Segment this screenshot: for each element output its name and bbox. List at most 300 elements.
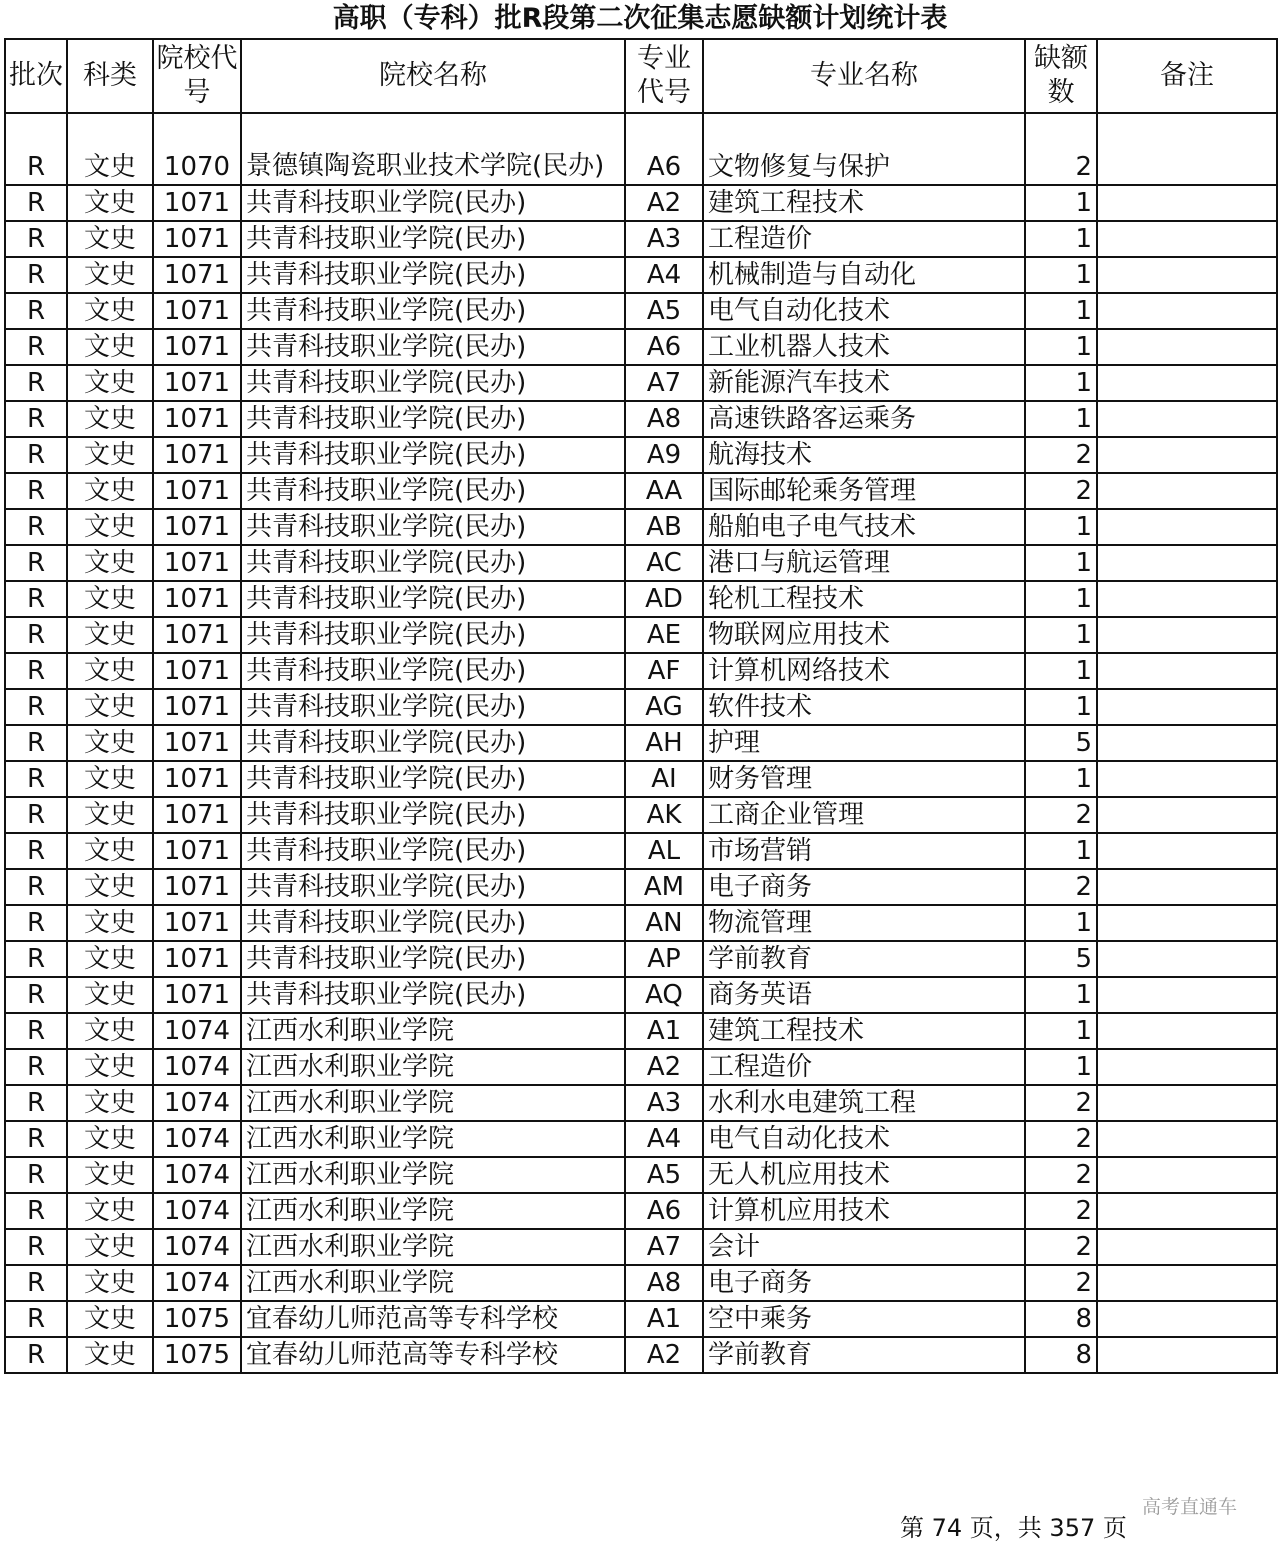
cell-major-code: A1 (625, 1013, 703, 1049)
cell-batch: R (5, 401, 67, 437)
cell-major-name: 文物修复与保护 (703, 113, 1025, 185)
table-row (5, 221, 1277, 257)
cell-category: 文史 (67, 1229, 153, 1265)
cell-batch: R (5, 113, 67, 185)
cell-major-code: AK (625, 797, 703, 833)
cell-batch: R (5, 329, 67, 365)
cell-vacancies: 5 (1025, 725, 1097, 761)
cell-school-code: 1071 (153, 329, 241, 365)
cell-school-code: 1071 (153, 185, 241, 221)
cell-school-name: 江西水利职业学院 (241, 1193, 625, 1229)
header-school-name: 院校名称 (241, 39, 625, 113)
cell-school-code: 1071 (153, 365, 241, 401)
cell-vacancies: 1 (1025, 617, 1097, 653)
cell-school-code: 1071 (153, 833, 241, 869)
cell-batch: R (5, 1193, 67, 1229)
cell-school-code: 1071 (153, 221, 241, 257)
cell-vacancies: 1 (1025, 581, 1097, 617)
table-header-row (5, 39, 1277, 113)
cell-school-code: 1071 (153, 257, 241, 293)
cell-major-name: 船舶电子电气技术 (703, 509, 1025, 545)
cell-category: 文史 (67, 401, 153, 437)
cell-major-name: 轮机工程技术 (703, 581, 1025, 617)
cell-school-name: 共青科技职业学院(民办) (241, 653, 625, 689)
cell-batch: R (5, 581, 67, 617)
cell-remarks (1097, 113, 1277, 185)
cell-batch: R (5, 257, 67, 293)
cell-major-code: A3 (625, 221, 703, 257)
cell-school-code: 1074 (153, 1049, 241, 1085)
cell-batch: R (5, 1013, 67, 1049)
table-row (5, 1337, 1277, 1373)
cell-batch: R (5, 761, 67, 797)
cell-school-name: 共青科技职业学院(民办) (241, 473, 625, 509)
cell-vacancies: 2 (1025, 1265, 1097, 1301)
cell-remarks (1097, 581, 1277, 617)
cell-major-name: 计算机应用技术 (703, 1193, 1025, 1229)
cell-category: 文史 (67, 509, 153, 545)
cell-school-code: 1071 (153, 761, 241, 797)
cell-major-code: A6 (625, 113, 703, 185)
cell-major-code: A7 (625, 1229, 703, 1265)
cell-major-code: A8 (625, 401, 703, 437)
table-row (5, 689, 1277, 725)
cell-category: 文史 (67, 1013, 153, 1049)
cell-category: 文史 (67, 1265, 153, 1301)
cell-remarks (1097, 1049, 1277, 1085)
cell-school-code: 1074 (153, 1193, 241, 1229)
cell-school-name: 共青科技职业学院(民办) (241, 365, 625, 401)
cell-school-name: 江西水利职业学院 (241, 1229, 625, 1265)
table-row (5, 905, 1277, 941)
table-row (5, 185, 1277, 221)
cell-school-name: 共青科技职业学院(民办) (241, 221, 625, 257)
header-major-name: 专业名称 (703, 39, 1025, 113)
cell-remarks (1097, 545, 1277, 581)
cell-major-name: 软件技术 (703, 689, 1025, 725)
cell-school-code: 1074 (153, 1265, 241, 1301)
cell-school-name: 共青科技职业学院(民办) (241, 905, 625, 941)
cell-batch: R (5, 941, 67, 977)
cell-major-code: AQ (625, 977, 703, 1013)
cell-remarks (1097, 869, 1277, 905)
table-row (5, 113, 1277, 185)
cell-major-name: 建筑工程技术 (703, 185, 1025, 221)
cell-batch: R (5, 869, 67, 905)
cell-major-code: A6 (625, 329, 703, 365)
table-row (5, 1157, 1277, 1193)
cell-major-code: A1 (625, 1301, 703, 1337)
cell-school-code: 1075 (153, 1301, 241, 1337)
cell-major-code: A6 (625, 1193, 703, 1229)
cell-major-name: 水利水电建筑工程 (703, 1085, 1025, 1121)
table-row (5, 761, 1277, 797)
header-remarks: 备注 (1097, 39, 1277, 113)
cell-batch: R (5, 1121, 67, 1157)
cell-major-name: 财务管理 (703, 761, 1025, 797)
page-title: 高职（专科）批R段第二次征集志愿缺额计划统计表 (332, 3, 948, 34)
cell-batch: R (5, 689, 67, 725)
cell-major-name: 无人机应用技术 (703, 1157, 1025, 1193)
cell-category: 文史 (67, 905, 153, 941)
cell-school-code: 1071 (153, 653, 241, 689)
cell-school-code: 1071 (153, 941, 241, 977)
cell-major-name: 港口与航运管理 (703, 545, 1025, 581)
cell-category: 文史 (67, 1085, 153, 1121)
cell-vacancies: 1 (1025, 221, 1097, 257)
cell-major-code: AF (625, 653, 703, 689)
cell-vacancies: 2 (1025, 1085, 1097, 1121)
table-row (5, 1229, 1277, 1265)
table-row (5, 401, 1277, 437)
cell-batch: R (5, 653, 67, 689)
cell-school-name: 共青科技职业学院(民办) (241, 293, 625, 329)
table-row (5, 257, 1277, 293)
cell-category: 文史 (67, 293, 153, 329)
cell-school-name: 江西水利职业学院 (241, 1013, 625, 1049)
cell-vacancies: 1 (1025, 977, 1097, 1013)
cell-remarks (1097, 941, 1277, 977)
cell-school-name: 江西水利职业学院 (241, 1121, 625, 1157)
cell-vacancies: 1 (1025, 257, 1097, 293)
cell-category: 文史 (67, 869, 153, 905)
cell-school-name: 江西水利职业学院 (241, 1049, 625, 1085)
cell-category: 文史 (67, 689, 153, 725)
cell-category: 文史 (67, 1193, 153, 1229)
cell-batch: R (5, 977, 67, 1013)
cell-remarks (1097, 1193, 1277, 1229)
cell-batch: R (5, 1337, 67, 1373)
cell-category: 文史 (67, 1157, 153, 1193)
table-row (5, 1085, 1277, 1121)
cell-major-code: AB (625, 509, 703, 545)
table-row (5, 1013, 1277, 1049)
cell-major-name: 护理 (703, 725, 1025, 761)
table-row (5, 293, 1277, 329)
cell-remarks (1097, 1265, 1277, 1301)
cell-major-name: 商务英语 (703, 977, 1025, 1013)
cell-category: 文史 (67, 221, 153, 257)
cell-vacancies: 2 (1025, 797, 1097, 833)
cell-school-code: 1071 (153, 617, 241, 653)
cell-vacancies: 1 (1025, 545, 1097, 581)
cell-school-name: 共青科技职业学院(民办) (241, 257, 625, 293)
cell-vacancies: 8 (1025, 1337, 1097, 1373)
cell-vacancies: 8 (1025, 1301, 1097, 1337)
cell-school-name: 江西水利职业学院 (241, 1265, 625, 1301)
cell-category: 文史 (67, 185, 153, 221)
cell-school-code: 1071 (153, 437, 241, 473)
cell-batch: R (5, 1157, 67, 1193)
cell-remarks (1097, 1157, 1277, 1193)
cell-major-code: AL (625, 833, 703, 869)
cell-major-code: AG (625, 689, 703, 725)
cell-major-name: 高速铁路客运乘务 (703, 401, 1025, 437)
cell-school-name: 共青科技职业学院(民办) (241, 797, 625, 833)
cell-category: 文史 (67, 653, 153, 689)
cell-school-name: 共青科技职业学院(民办) (241, 437, 625, 473)
cell-category: 文史 (67, 977, 153, 1013)
table-row (5, 725, 1277, 761)
cell-vacancies: 2 (1025, 1193, 1097, 1229)
cell-vacancies: 1 (1025, 401, 1097, 437)
cell-category: 文史 (67, 581, 153, 617)
cell-major-code: A2 (625, 1049, 703, 1085)
cell-category: 文史 (67, 1049, 153, 1085)
cell-major-name: 工业机器人技术 (703, 329, 1025, 365)
cell-major-name: 学前教育 (703, 941, 1025, 977)
cell-remarks (1097, 401, 1277, 437)
vacancy-table (4, 38, 1278, 1374)
cell-batch: R (5, 1229, 67, 1265)
table-row (5, 797, 1277, 833)
table-row (5, 509, 1277, 545)
cell-vacancies: 2 (1025, 113, 1097, 185)
cell-remarks (1097, 1229, 1277, 1265)
cell-major-name: 工商企业管理 (703, 797, 1025, 833)
cell-major-name: 空中乘务 (703, 1301, 1025, 1337)
cell-category: 文史 (67, 941, 153, 977)
cell-school-name: 共青科技职业学院(民办) (241, 329, 625, 365)
table-row (5, 545, 1277, 581)
cell-school-code: 1071 (153, 545, 241, 581)
cell-major-name: 会计 (703, 1229, 1025, 1265)
cell-batch: R (5, 545, 67, 581)
cell-major-code: AH (625, 725, 703, 761)
table-row (5, 1301, 1277, 1337)
cell-vacancies: 2 (1025, 1121, 1097, 1157)
cell-category: 文史 (67, 113, 153, 185)
cell-school-name: 宜春幼儿师范高等专科学校 (241, 1337, 625, 1373)
cell-major-code: AI (625, 761, 703, 797)
cell-remarks (1097, 977, 1277, 1013)
cell-category: 文史 (67, 725, 153, 761)
cell-category: 文史 (67, 617, 153, 653)
table-row (5, 977, 1277, 1013)
cell-school-code: 1071 (153, 473, 241, 509)
cell-school-name: 共青科技职业学院(民办) (241, 509, 625, 545)
cell-vacancies: 1 (1025, 1049, 1097, 1085)
cell-major-name: 建筑工程技术 (703, 1013, 1025, 1049)
header-batch: 批次 (5, 39, 67, 113)
table-row (5, 365, 1277, 401)
cell-school-name: 共青科技职业学院(民办) (241, 401, 625, 437)
cell-batch: R (5, 473, 67, 509)
cell-batch: R (5, 221, 67, 257)
cell-remarks (1097, 761, 1277, 797)
cell-category: 文史 (67, 329, 153, 365)
cell-school-name: 共青科技职业学院(民办) (241, 977, 625, 1013)
cell-vacancies: 5 (1025, 941, 1097, 977)
cell-vacancies: 1 (1025, 689, 1097, 725)
cell-major-name: 新能源汽车技术 (703, 365, 1025, 401)
cell-major-code: AA (625, 473, 703, 509)
watermark-text: 高考直通车 (1142, 1496, 1238, 1518)
cell-category: 文史 (67, 761, 153, 797)
table-row (5, 329, 1277, 365)
cell-major-code: AM (625, 869, 703, 905)
cell-school-code: 1071 (153, 869, 241, 905)
cell-batch: R (5, 1265, 67, 1301)
cell-school-code: 1075 (153, 1337, 241, 1373)
cell-school-name: 江西水利职业学院 (241, 1085, 625, 1121)
cell-remarks (1097, 797, 1277, 833)
cell-remarks (1097, 257, 1277, 293)
cell-school-name: 景德镇陶瓷职业技术学院(民办) (241, 113, 625, 185)
cell-major-code: A3 (625, 1085, 703, 1121)
cell-major-code: A4 (625, 1121, 703, 1157)
cell-major-name: 工程造价 (703, 221, 1025, 257)
cell-school-name: 共青科技职业学院(民办) (241, 941, 625, 977)
cell-remarks (1097, 293, 1277, 329)
cell-major-name: 物联网应用技术 (703, 617, 1025, 653)
cell-category: 文史 (67, 1337, 153, 1373)
cell-major-code: AP (625, 941, 703, 977)
cell-school-name: 共青科技职业学院(民办) (241, 689, 625, 725)
cell-school-name: 共青科技职业学院(民办) (241, 617, 625, 653)
cell-vacancies: 1 (1025, 365, 1097, 401)
cell-major-name: 机械制造与自动化 (703, 257, 1025, 293)
cell-school-name: 共青科技职业学院(民办) (241, 725, 625, 761)
header-vacancies: 缺额数 (1025, 39, 1097, 113)
cell-batch: R (5, 365, 67, 401)
cell-school-code: 1074 (153, 1229, 241, 1265)
cell-batch: R (5, 1085, 67, 1121)
cell-remarks (1097, 185, 1277, 221)
cell-school-code: 1071 (153, 977, 241, 1013)
table-row (5, 1193, 1277, 1229)
cell-batch: R (5, 797, 67, 833)
cell-vacancies: 2 (1025, 437, 1097, 473)
cell-school-name: 共青科技职业学院(民办) (241, 545, 625, 581)
cell-category: 文史 (67, 833, 153, 869)
cell-school-code: 1071 (153, 797, 241, 833)
cell-major-code: A7 (625, 365, 703, 401)
cell-major-code: AC (625, 545, 703, 581)
cell-school-name: 宜春幼儿师范高等专科学校 (241, 1301, 625, 1337)
table-row (5, 653, 1277, 689)
cell-major-name: 电子商务 (703, 869, 1025, 905)
cell-batch: R (5, 905, 67, 941)
cell-major-name: 计算机网络技术 (703, 653, 1025, 689)
table-body (5, 113, 1277, 1373)
cell-school-name: 共青科技职业学院(民办) (241, 761, 625, 797)
cell-vacancies: 1 (1025, 653, 1097, 689)
cell-school-code: 1074 (153, 1121, 241, 1157)
cell-major-code: A4 (625, 257, 703, 293)
table-row (5, 473, 1277, 509)
cell-major-code: A2 (625, 1337, 703, 1373)
cell-batch: R (5, 617, 67, 653)
header-school-code: 院校代号 (153, 39, 241, 113)
cell-major-code: AD (625, 581, 703, 617)
cell-batch: R (5, 293, 67, 329)
cell-school-code: 1071 (153, 581, 241, 617)
cell-major-name: 工程造价 (703, 1049, 1025, 1085)
cell-major-code: AE (625, 617, 703, 653)
cell-school-code: 1070 (153, 113, 241, 185)
cell-school-code: 1071 (153, 401, 241, 437)
cell-batch: R (5, 509, 67, 545)
cell-remarks (1097, 1013, 1277, 1049)
cell-category: 文史 (67, 365, 153, 401)
cell-remarks (1097, 833, 1277, 869)
cell-major-name: 市场营销 (703, 833, 1025, 869)
cell-major-code: A5 (625, 1157, 703, 1193)
cell-major-name: 电气自动化技术 (703, 293, 1025, 329)
cell-category: 文史 (67, 545, 153, 581)
cell-school-code: 1074 (153, 1157, 241, 1193)
cell-vacancies: 2 (1025, 869, 1097, 905)
table-row (5, 1121, 1277, 1157)
header-category: 科类 (67, 39, 153, 113)
cell-vacancies: 1 (1025, 293, 1097, 329)
cell-remarks (1097, 1121, 1277, 1157)
table-row (5, 581, 1277, 617)
cell-school-code: 1071 (153, 905, 241, 941)
cell-major-name: 航海技术 (703, 437, 1025, 473)
cell-school-code: 1071 (153, 293, 241, 329)
table-row (5, 833, 1277, 869)
cell-batch: R (5, 833, 67, 869)
cell-vacancies: 1 (1025, 1013, 1097, 1049)
cell-major-name: 物流管理 (703, 905, 1025, 941)
cell-school-code: 1071 (153, 689, 241, 725)
cell-vacancies: 2 (1025, 1229, 1097, 1265)
table-row (5, 437, 1277, 473)
table-row (5, 869, 1277, 905)
cell-school-name: 共青科技职业学院(民办) (241, 185, 625, 221)
cell-remarks (1097, 689, 1277, 725)
cell-major-code: A2 (625, 185, 703, 221)
cell-major-name: 电子商务 (703, 1265, 1025, 1301)
cell-remarks (1097, 653, 1277, 689)
cell-remarks (1097, 221, 1277, 257)
cell-major-name: 国际邮轮乘务管理 (703, 473, 1025, 509)
cell-remarks (1097, 1337, 1277, 1373)
cell-major-code: AN (625, 905, 703, 941)
cell-major-code: A8 (625, 1265, 703, 1301)
cell-remarks (1097, 1085, 1277, 1121)
cell-vacancies: 1 (1025, 833, 1097, 869)
cell-school-code: 1074 (153, 1085, 241, 1121)
cell-category: 文史 (67, 1121, 153, 1157)
cell-remarks (1097, 725, 1277, 761)
cell-category: 文史 (67, 797, 153, 833)
cell-remarks (1097, 437, 1277, 473)
cell-school-name: 共青科技职业学院(民办) (241, 869, 625, 905)
cell-category: 文史 (67, 257, 153, 293)
cell-vacancies: 2 (1025, 1157, 1097, 1193)
cell-category: 文史 (67, 473, 153, 509)
table-row (5, 941, 1277, 977)
cell-remarks (1097, 365, 1277, 401)
cell-vacancies: 1 (1025, 509, 1097, 545)
cell-school-name: 共青科技职业学院(民办) (241, 581, 625, 617)
table-row (5, 1265, 1277, 1301)
page-footer: 第 74 页，共 357 页 (900, 1514, 1127, 1542)
cell-remarks (1097, 473, 1277, 509)
cell-vacancies: 1 (1025, 905, 1097, 941)
cell-category: 文史 (67, 1301, 153, 1337)
cell-remarks (1097, 905, 1277, 941)
cell-major-name: 学前教育 (703, 1337, 1025, 1373)
table-row (5, 1049, 1277, 1085)
cell-batch: R (5, 1049, 67, 1085)
cell-remarks (1097, 329, 1277, 365)
cell-school-name: 江西水利职业学院 (241, 1157, 625, 1193)
cell-major-name: 电气自动化技术 (703, 1121, 1025, 1157)
